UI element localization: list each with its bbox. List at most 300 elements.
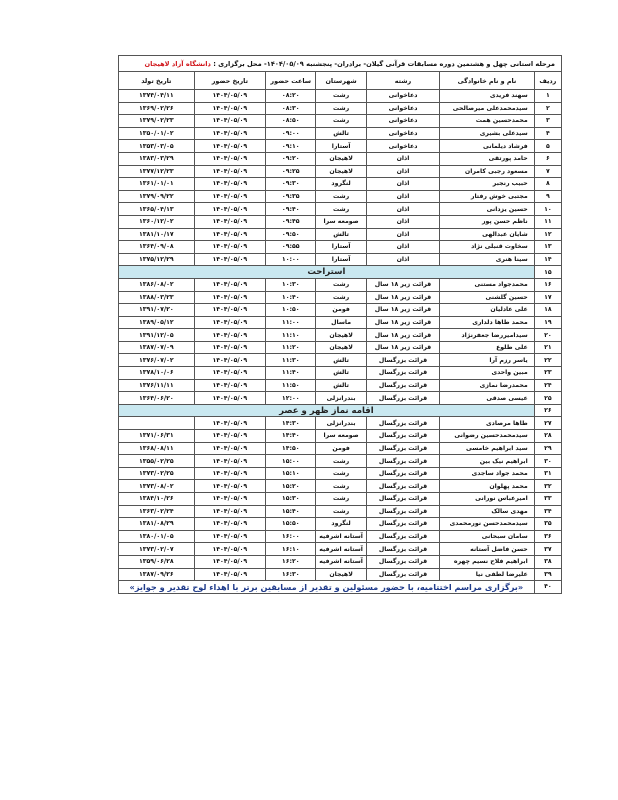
row-number: ۲۱: [534, 341, 561, 354]
field: قرائت زیر ۱۸ سال: [366, 341, 439, 354]
arrival-date: ۱۴۰۴/۰۵/۰۹: [194, 291, 265, 304]
participant-name: سید ابراهیم خامسی: [440, 442, 534, 455]
row-number: ۱۷: [534, 291, 561, 304]
table-row: [119, 367, 562, 380]
field: اذان: [366, 152, 439, 165]
birth-date: ۱۳۶۱/۰۱/۰۱: [119, 178, 195, 191]
closing-ceremony-text: «برگزاری مراسم اختتامیه، با حضور مسئولین و تقدیر از مسابقین برتر با اهداء لوح تقدیر و جوایز»: [119, 581, 535, 594]
row-number: ۳۹: [534, 568, 561, 581]
title-row: [119, 56, 562, 72]
city: آستارا: [316, 140, 366, 153]
participant-name: علی طلوع: [440, 341, 534, 354]
birth-date: ۱۳۶۴/۰۹/۰۸: [119, 241, 195, 254]
row-number: ۳۷: [534, 543, 561, 556]
row-number: ۳: [534, 115, 561, 128]
participant-name: عیسی صدقی: [440, 392, 534, 405]
participant-name: محمد طاها دلداری: [440, 316, 534, 329]
field: دعاخوانی: [366, 140, 439, 153]
table-row: [119, 102, 562, 115]
participant-name: حسین گلشنی: [440, 291, 534, 304]
participant-name: ناظم حسن پور: [440, 215, 534, 228]
break-label: اقامه نماز ظهر و عصر: [119, 404, 535, 417]
city: صومعه سرا: [316, 215, 366, 228]
birth-date: ۱۳۶۰/۱۲/۰۲: [119, 215, 195, 228]
arrival-time: ۰۹:۳۵: [266, 190, 316, 203]
field: اذان: [366, 228, 439, 241]
field: قرائت زیر ۱۸ سال: [366, 278, 439, 291]
arrival-time: ۱۵:۴۰: [266, 505, 316, 518]
arrival-time: ۱۶:۳۰: [266, 568, 316, 581]
header-field: رشته: [366, 72, 439, 90]
table-row: [119, 127, 562, 140]
arrival-date: ۱۴۰۴/۰۵/۰۹: [194, 518, 265, 531]
table-row: [119, 178, 562, 191]
city: رشت: [316, 203, 366, 216]
city: لاهیجان: [316, 152, 366, 165]
city: بندرانزلی: [316, 417, 366, 430]
birth-date: [119, 417, 195, 430]
arrival-date: ۱۴۰۴/۰۵/۰۹: [194, 543, 265, 556]
participant-name: سیدمحمدحسن نورمحمدی: [440, 518, 534, 531]
participant-name: سامان سبحانی: [440, 530, 534, 543]
row-number: ۱۳: [534, 241, 561, 254]
participant-name: مهدی سالک: [440, 505, 534, 518]
arrival-time: ۱۵:۳۰: [266, 493, 316, 506]
city: آستارا: [316, 253, 366, 266]
birth-date: ۱۳۹۱/۱۲/۰۵: [119, 329, 195, 342]
table-row: [119, 341, 562, 354]
field: قرائت بزرگسال: [366, 455, 439, 468]
arrival-time: ۱۴:۴۰: [266, 430, 316, 443]
birth-date: ۱۳۶۴/۰۶/۲۰: [119, 392, 195, 405]
birth-date: ۱۳۷۳/۰۲/۰۷: [119, 543, 195, 556]
row-number: ۸: [534, 178, 561, 191]
arrival-date: ۱۴۰۴/۰۵/۰۹: [194, 493, 265, 506]
field: قرائت بزرگسال: [366, 467, 439, 480]
field: قرائت بزرگسال: [366, 555, 439, 568]
city: آستانه اشرفیه: [316, 543, 366, 556]
arrival-time: ۰۹:۰۰: [266, 127, 316, 140]
birth-date: ۱۳۷۳/۰۲/۲۵: [119, 467, 195, 480]
row-number: ۲۰: [534, 329, 561, 342]
field: اذان: [366, 241, 439, 254]
city: رشت: [316, 493, 366, 506]
city: فومن: [316, 304, 366, 317]
arrival-date: ۱۴۰۴/۰۵/۰۹: [194, 215, 265, 228]
birth-date: ۱۳۸۹/۰۵/۱۲: [119, 316, 195, 329]
row-number: ۱۱: [534, 215, 561, 228]
table-row: [119, 115, 562, 128]
arrival-time: ۱۰:۴۰: [266, 291, 316, 304]
city: ماسال: [316, 316, 366, 329]
arrival-date: ۱۴۰۴/۰۵/۰۹: [194, 304, 265, 317]
arrival-time: ۱۱:۲۰: [266, 341, 316, 354]
participant-name: محمدجواد مستنی: [440, 278, 534, 291]
participant-name: علیرضا لطفی نیا: [440, 568, 534, 581]
birth-date: ۱۳۸۷/۰۷/۰۹: [119, 341, 195, 354]
header-radif: ردیف: [534, 72, 561, 90]
field: قرائت بزرگسال: [366, 442, 439, 455]
city: لاهیجان: [316, 568, 366, 581]
table-row: [119, 505, 562, 518]
arrival-time: ۰۹:۱۰: [266, 140, 316, 153]
participant-name: مبین واحدی: [440, 367, 534, 380]
row-number: ۳۴: [534, 505, 561, 518]
field: قرائت زیر ۱۸ سال: [366, 316, 439, 329]
city: رشت: [316, 190, 366, 203]
birth-date: ۱۳۷۷/۱۲/۲۳: [119, 165, 195, 178]
birth-date: ۱۳۷۶/۱۱/۱۱: [119, 379, 195, 392]
break-row: [119, 266, 562, 279]
row-number: ۲: [534, 102, 561, 115]
arrival-time: ۱۶:۰۰: [266, 530, 316, 543]
header-time: ساعت حضور: [266, 72, 316, 90]
field: اذان: [366, 178, 439, 191]
birth-date: ۱۳۸۷/۰۹/۲۶: [119, 568, 195, 581]
arrival-date: ۱۴۰۴/۰۵/۰۹: [194, 505, 265, 518]
arrival-date: ۱۴۰۴/۰۵/۰۹: [194, 316, 265, 329]
participant-name: سهند فریدی: [440, 90, 534, 103]
arrival-time: ۱۱:۰۰: [266, 316, 316, 329]
table-row: [119, 253, 562, 266]
city: صومعه سرا: [316, 430, 366, 443]
table-row: [119, 467, 562, 480]
birth-date: ۱۳۶۵/۰۴/۱۳: [119, 203, 195, 216]
row-number: ۲۳: [534, 367, 561, 380]
header-dob: تاریخ تولد: [119, 72, 195, 90]
participant-name: یاسر رزم آرا: [440, 354, 534, 367]
table-row: [119, 530, 562, 543]
city: لاهیجان: [316, 329, 366, 342]
arrival-date: ۱۴۰۴/۰۵/۰۹: [194, 467, 265, 480]
arrival-time: ۱۱:۳۰: [266, 354, 316, 367]
arrival-date: ۱۴۰۴/۰۵/۰۹: [194, 152, 265, 165]
arrival-date: ۱۴۰۴/۰۵/۰۹: [194, 241, 265, 254]
birth-date: ۱۳۶۸/۰۸/۱۱: [119, 442, 195, 455]
arrival-time: ۰۸:۵۰: [266, 115, 316, 128]
field: دعاخوانی: [366, 90, 439, 103]
birth-date: ۱۳۷۵/۱۲/۲۹: [119, 253, 195, 266]
arrival-time: ۱۵:۰۰: [266, 455, 316, 468]
table-row: [119, 278, 562, 291]
birth-date: ۱۳۹۱/۰۷/۲۰: [119, 304, 195, 317]
arrival-time: ۱۴:۵۰: [266, 442, 316, 455]
field: قرائت بزرگسال: [366, 392, 439, 405]
arrival-date: ۱۴۰۴/۰۵/۰۹: [194, 203, 265, 216]
city: رشت: [316, 467, 366, 480]
field: اذان: [366, 190, 439, 203]
arrival-date: ۱۴۰۴/۰۵/۰۹: [194, 354, 265, 367]
row-number: ۹: [534, 190, 561, 203]
row-number: ۲۸: [534, 430, 561, 443]
city: تالش: [316, 354, 366, 367]
birth-date: ۱۳۵۳/۰۳/۰۵: [119, 140, 195, 153]
schedule-sheet: [118, 55, 562, 594]
city: رشت: [316, 480, 366, 493]
table-row: [119, 228, 562, 241]
birth-date: ۱۳۷۸/۱۰/۰۶: [119, 367, 195, 380]
birth-date: ۱۳۷۴/۰۴/۱۱: [119, 90, 195, 103]
city: رشت: [316, 102, 366, 115]
row-number: ۱۴: [534, 253, 561, 266]
closing-ceremony-row: [119, 581, 562, 594]
birth-date: ۱۳۸۶/۰۸/۰۲: [119, 278, 195, 291]
arrival-time: ۱۱:۱۰: [266, 329, 316, 342]
row-number: ۲۶: [534, 404, 561, 417]
field: قرائت بزرگسال: [366, 518, 439, 531]
table-row: [119, 518, 562, 531]
arrival-time: ۱۱:۴۰: [266, 367, 316, 380]
participant-name: سیدامیررضا جعفرنژاد: [440, 329, 534, 342]
arrival-time: ۰۹:۳۰: [266, 178, 316, 191]
city: رشت: [316, 90, 366, 103]
participant-name: سخاوت قنبلی نژاد: [440, 241, 534, 254]
city: لنگرود: [316, 518, 366, 531]
arrival-time: ۱۵:۵۰: [266, 518, 316, 531]
row-number: ۳۳: [534, 493, 561, 506]
participant-name: سیدمحمدحسین رضوانی: [440, 430, 534, 443]
birth-date: ۱۳۷۹/۰۲/۲۳: [119, 115, 195, 128]
row-number: ۳۰: [534, 455, 561, 468]
participant-name: فرشاد دیلمانی: [440, 140, 534, 153]
arrival-date: ۱۴۰۴/۰۵/۰۹: [194, 417, 265, 430]
table-row: [119, 165, 562, 178]
birth-date: ۱۳۷۹/۰۹/۲۲: [119, 190, 195, 203]
birth-date: ۱۳۸۱/۰۸/۲۹: [119, 518, 195, 531]
city: رشت: [316, 278, 366, 291]
arrival-time: ۱۵:۲۰: [266, 480, 316, 493]
arrival-date: ۱۴۰۴/۰۵/۰۹: [194, 555, 265, 568]
table-row: [119, 568, 562, 581]
arrival-date: ۱۴۰۴/۰۵/۰۹: [194, 127, 265, 140]
table-row: [119, 90, 562, 103]
arrival-time: ۰۸:۳۰: [266, 102, 316, 115]
arrival-date: ۱۴۰۴/۰۵/۰۹: [194, 278, 265, 291]
birth-date: ۱۳۸۰/۰۱/۰۵: [119, 530, 195, 543]
field: قرائت بزرگسال: [366, 354, 439, 367]
arrival-date: ۱۴۰۴/۰۵/۰۹: [194, 455, 265, 468]
page-title: [119, 56, 562, 72]
participant-name: حسین یزدانی: [440, 203, 534, 216]
arrival-date: ۱۴۰۴/۰۵/۰۹: [194, 90, 265, 103]
participant-name: علی عادلیان: [440, 304, 534, 317]
row-number: ۱۸: [534, 304, 561, 317]
participant-name: محمد جواد ساجدی: [440, 467, 534, 480]
arrival-date: ۱۴۰۴/۰۵/۰۹: [194, 140, 265, 153]
row-number: ۱۰: [534, 203, 561, 216]
arrival-date: ۱۴۰۴/۰۵/۰۹: [194, 530, 265, 543]
row-number: ۱: [534, 90, 561, 103]
row-number: ۲۲: [534, 354, 561, 367]
table-row: [119, 442, 562, 455]
arrival-time: ۰۹:۵۰: [266, 228, 316, 241]
table-row: [119, 455, 562, 468]
participant-name: حامد پورتقی: [440, 152, 534, 165]
table-row: [119, 555, 562, 568]
birth-date: ۱۳۸۱/۱۰/۱۷: [119, 228, 195, 241]
arrival-date: ۱۴۰۴/۰۵/۰۹: [194, 115, 265, 128]
row-number: ۲۴: [534, 379, 561, 392]
arrival-time: ۱۱:۵۰: [266, 379, 316, 392]
birth-date: ۱۳۵۵/۰۲/۲۵: [119, 455, 195, 468]
field: قرائت بزرگسال: [366, 417, 439, 430]
field: قرائت بزرگسال: [366, 367, 439, 380]
participant-name: محمد پهلوان: [440, 480, 534, 493]
arrival-time: ۰۹:۲۰: [266, 152, 316, 165]
city: تالش: [316, 367, 366, 380]
arrival-time: ۰۸:۲۰: [266, 90, 316, 103]
field: دعاخوانی: [366, 102, 439, 115]
arrival-time: ۱۵:۱۰: [266, 467, 316, 480]
field: قرائت بزرگسال: [366, 505, 439, 518]
table-row: [119, 215, 562, 228]
row-number: ۴: [534, 127, 561, 140]
participant-name: سینا هنری: [440, 253, 534, 266]
arrival-date: ۱۴۰۴/۰۵/۰۹: [194, 367, 265, 380]
arrival-date: ۱۴۰۴/۰۵/۰۹: [194, 379, 265, 392]
participant-name: ابراهیم نیک بین: [440, 455, 534, 468]
arrival-date: ۱۴۰۴/۰۵/۰۹: [194, 341, 265, 354]
row-number: ۳۸: [534, 555, 561, 568]
title-main: مرحله استانی چهل و هشتمین دوره مسابقات قرآنی گیلان- برادران- پنجشنبه ۱۴۰۴/۰۵/۰۹- محل برگزاری :: [213, 59, 555, 68]
row-number: ۶: [534, 152, 561, 165]
field: دعاخوانی: [366, 127, 439, 140]
birth-date: ۱۳۵۰/۰۱/۰۲: [119, 127, 195, 140]
field: قرائت زیر ۱۸ سال: [366, 329, 439, 342]
participant-name: امیرعباس نورانی: [440, 493, 534, 506]
row-number: ۷: [534, 165, 561, 178]
table-row: [119, 140, 562, 153]
participant-name: شایان عبدالهی: [440, 228, 534, 241]
birth-date: ۱۳۵۹/۰۶/۲۸: [119, 555, 195, 568]
title-venue: دانشگاه آزاد لاهیجان: [144, 59, 211, 68]
field: قرائت زیر ۱۸ سال: [366, 304, 439, 317]
birth-date: ۱۳۷۶/۰۷/۰۲: [119, 354, 195, 367]
city: بندرانزلی: [316, 392, 366, 405]
arrival-time: ۱۲:۰۰: [266, 392, 316, 405]
city: رشت: [316, 455, 366, 468]
city: رشت: [316, 291, 366, 304]
arrival-time: ۱۰:۵۰: [266, 304, 316, 317]
city: آستارا: [316, 241, 366, 254]
arrival-time: ۱۰:۰۰: [266, 253, 316, 266]
arrival-time: ۰۹:۵۵: [266, 241, 316, 254]
row-number: ۲۷: [534, 417, 561, 430]
arrival-date: ۱۴۰۴/۰۵/۰۹: [194, 253, 265, 266]
city: رشت: [316, 505, 366, 518]
break-label: استراحت: [119, 266, 535, 279]
table-row: [119, 354, 562, 367]
participant-name: حبیب رنجبر: [440, 178, 534, 191]
field: قرائت بزرگسال: [366, 493, 439, 506]
arrival-date: ۱۴۰۴/۰۵/۰۹: [194, 480, 265, 493]
table-row: [119, 304, 562, 317]
schedule-table: [118, 55, 562, 594]
table-row: [119, 430, 562, 443]
table-row: [119, 543, 562, 556]
arrival-date: ۱۴۰۴/۰۵/۰۹: [194, 329, 265, 342]
header-row: [119, 72, 562, 90]
table-row: [119, 417, 562, 430]
arrival-date: ۱۴۰۴/۰۵/۰۹: [194, 178, 265, 191]
table-row: [119, 152, 562, 165]
city: تالش: [316, 127, 366, 140]
arrival-time: ۱۴:۳۰: [266, 417, 316, 430]
birth-date: ۱۳۸۴/۱۰/۲۶: [119, 493, 195, 506]
birth-date: ۱۳۶۹/۰۲/۲۶: [119, 102, 195, 115]
header-date: تاریخ حضور: [194, 72, 265, 90]
row-number: ۳۲: [534, 480, 561, 493]
arrival-time: ۱۶:۱۰: [266, 543, 316, 556]
participant-name: حسن فاضل آستانه: [440, 543, 534, 556]
break-row: [119, 404, 562, 417]
participant-name: مجتبی خوش رفتار: [440, 190, 534, 203]
city: آستانه اشرفیه: [316, 555, 366, 568]
participant-name: مسعود رجبی کامران: [440, 165, 534, 178]
city: تالش: [316, 379, 366, 392]
arrival-time: ۰۹:۴۵: [266, 215, 316, 228]
arrival-date: ۱۴۰۴/۰۵/۰۹: [194, 165, 265, 178]
row-number: ۲۹: [534, 442, 561, 455]
table-row: [119, 316, 562, 329]
row-number: ۱۶: [534, 278, 561, 291]
participant-name: ابراهیم فلاح نسیم چهره: [440, 555, 534, 568]
birth-date: ۱۳۷۱/۰۶/۳۱: [119, 430, 195, 443]
table-row: [119, 329, 562, 342]
arrival-date: ۱۴۰۴/۰۵/۰۹: [194, 102, 265, 115]
city: لاهیجان: [316, 165, 366, 178]
arrival-time: ۱۰:۳۰: [266, 278, 316, 291]
row-number: ۱۹: [534, 316, 561, 329]
field: قرائت بزرگسال: [366, 530, 439, 543]
participant-name: محمدحسین همت: [440, 115, 534, 128]
field: قرائت زیر ۱۸ سال: [366, 291, 439, 304]
participant-name: سیدمحمدعلی میرصالحی: [440, 102, 534, 115]
field: قرائت بزرگسال: [366, 480, 439, 493]
table-row: [119, 190, 562, 203]
table-row: [119, 241, 562, 254]
arrival-date: ۱۴۰۴/۰۵/۰۹: [194, 430, 265, 443]
header-city: شهرستان: [316, 72, 366, 90]
row-number: ۵: [534, 140, 561, 153]
city: لنگرود: [316, 178, 366, 191]
field: قرائت بزرگسال: [366, 568, 439, 581]
arrival-date: ۱۴۰۴/۰۵/۰۹: [194, 568, 265, 581]
city: تالش: [316, 228, 366, 241]
table-row: [119, 203, 562, 216]
arrival-date: ۱۴۰۴/۰۵/۰۹: [194, 392, 265, 405]
field: قرائت بزرگسال: [366, 430, 439, 443]
table-row: [119, 493, 562, 506]
row-number: ۳۵: [534, 518, 561, 531]
city: آستانه اشرفیه: [316, 530, 366, 543]
arrival-time: ۰۹:۲۵: [266, 165, 316, 178]
birth-date: ۱۳۷۳/۰۸/۰۲: [119, 480, 195, 493]
participant-name: طاها مرصادی: [440, 417, 534, 430]
field: دعاخوانی: [366, 115, 439, 128]
row-number: ۲۵: [534, 392, 561, 405]
row-number: ۳۱: [534, 467, 561, 480]
field: اذان: [366, 253, 439, 266]
field: اذان: [366, 165, 439, 178]
arrival-date: ۱۴۰۴/۰۵/۰۹: [194, 442, 265, 455]
arrival-time: ۱۶:۲۰: [266, 555, 316, 568]
participant-name: محمدرضا نمازی: [440, 379, 534, 392]
field: قرائت بزرگسال: [366, 543, 439, 556]
table-row: [119, 480, 562, 493]
arrival-date: ۱۴۰۴/۰۵/۰۹: [194, 190, 265, 203]
table-row: [119, 291, 562, 304]
